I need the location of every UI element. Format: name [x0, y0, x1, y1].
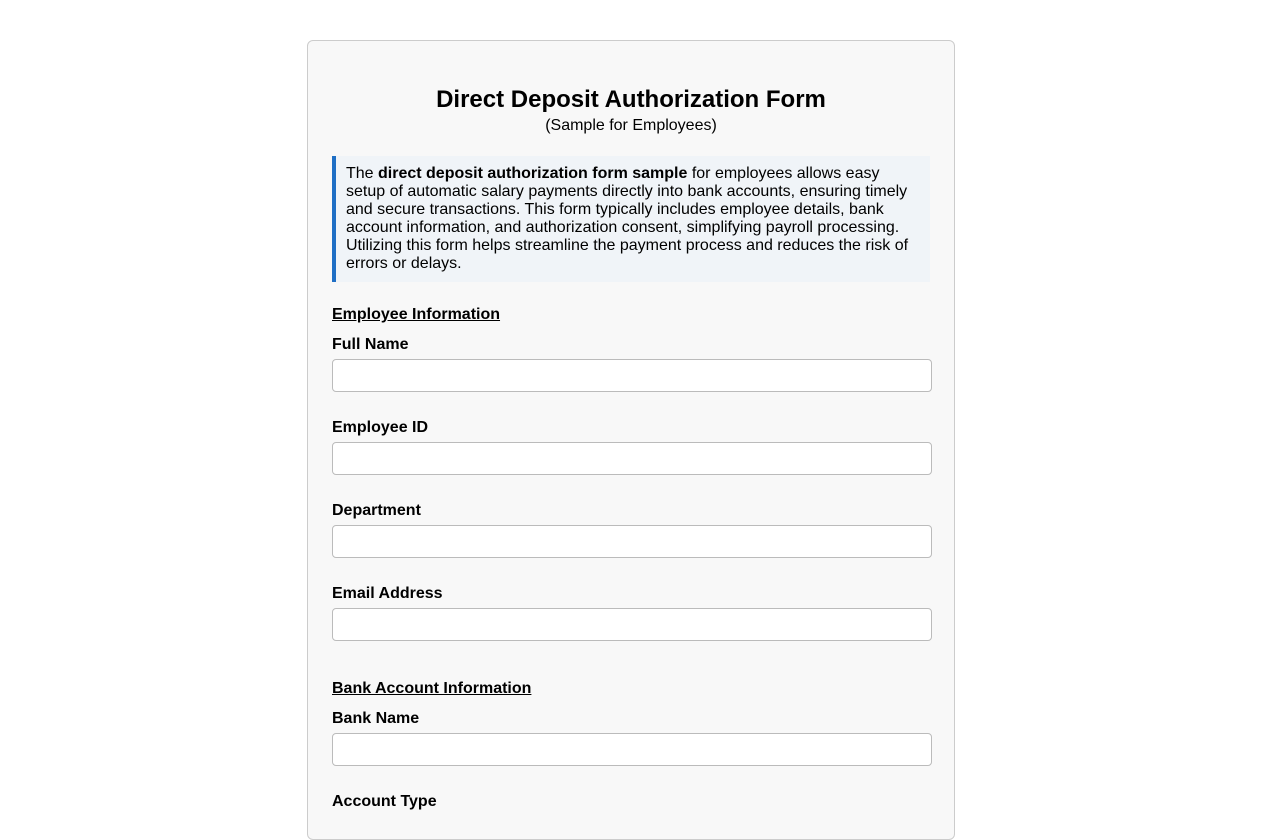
account-type-group — [332, 792, 930, 812]
intro-description — [332, 156, 930, 282]
bank-name-input[interactable] — [332, 733, 932, 766]
bank-account-information-heading: Bank Account Information — [332, 680, 532, 697]
form-subtitle: (Sample for Employees) — [545, 117, 717, 134]
employee-id-label: Employee ID — [332, 419, 429, 436]
email-address-group — [332, 584, 930, 641]
full-name-input[interactable] — [332, 359, 932, 392]
employee-information-heading: Employee Information — [332, 306, 501, 323]
department-input[interactable] — [332, 525, 932, 558]
bank-name-group — [332, 709, 930, 766]
email-address-label: Email Address — [332, 585, 443, 602]
email-address-input[interactable] — [332, 608, 932, 641]
department-label: Department — [332, 502, 421, 519]
intro-bold-text: direct deposit authorization form sample — [378, 165, 688, 182]
full-name-label: Full Name — [332, 336, 409, 353]
bank-name-label: Bank Name — [332, 710, 420, 727]
direct-deposit-form — [307, 40, 955, 840]
full-name-group — [332, 335, 930, 392]
employee-id-group — [332, 418, 930, 475]
employee-id-input[interactable] — [332, 442, 932, 475]
form-title: Direct Deposit Authorization Form — [436, 86, 826, 113]
account-type-label: Account Type — [332, 793, 437, 810]
intro-suffix: for employees allows easy setup of automatic salary payments directly into bank accounts, ensuring timely and secure transactions. This form typically includes employee details, bank account information, and authorization consent, simplifying payroll processing. Utilizing this form helps streamline the payment process and reduces the risk of errors or delays. — [346, 165, 909, 272]
department-group — [332, 501, 930, 558]
intro-prefix: The — [346, 165, 379, 182]
